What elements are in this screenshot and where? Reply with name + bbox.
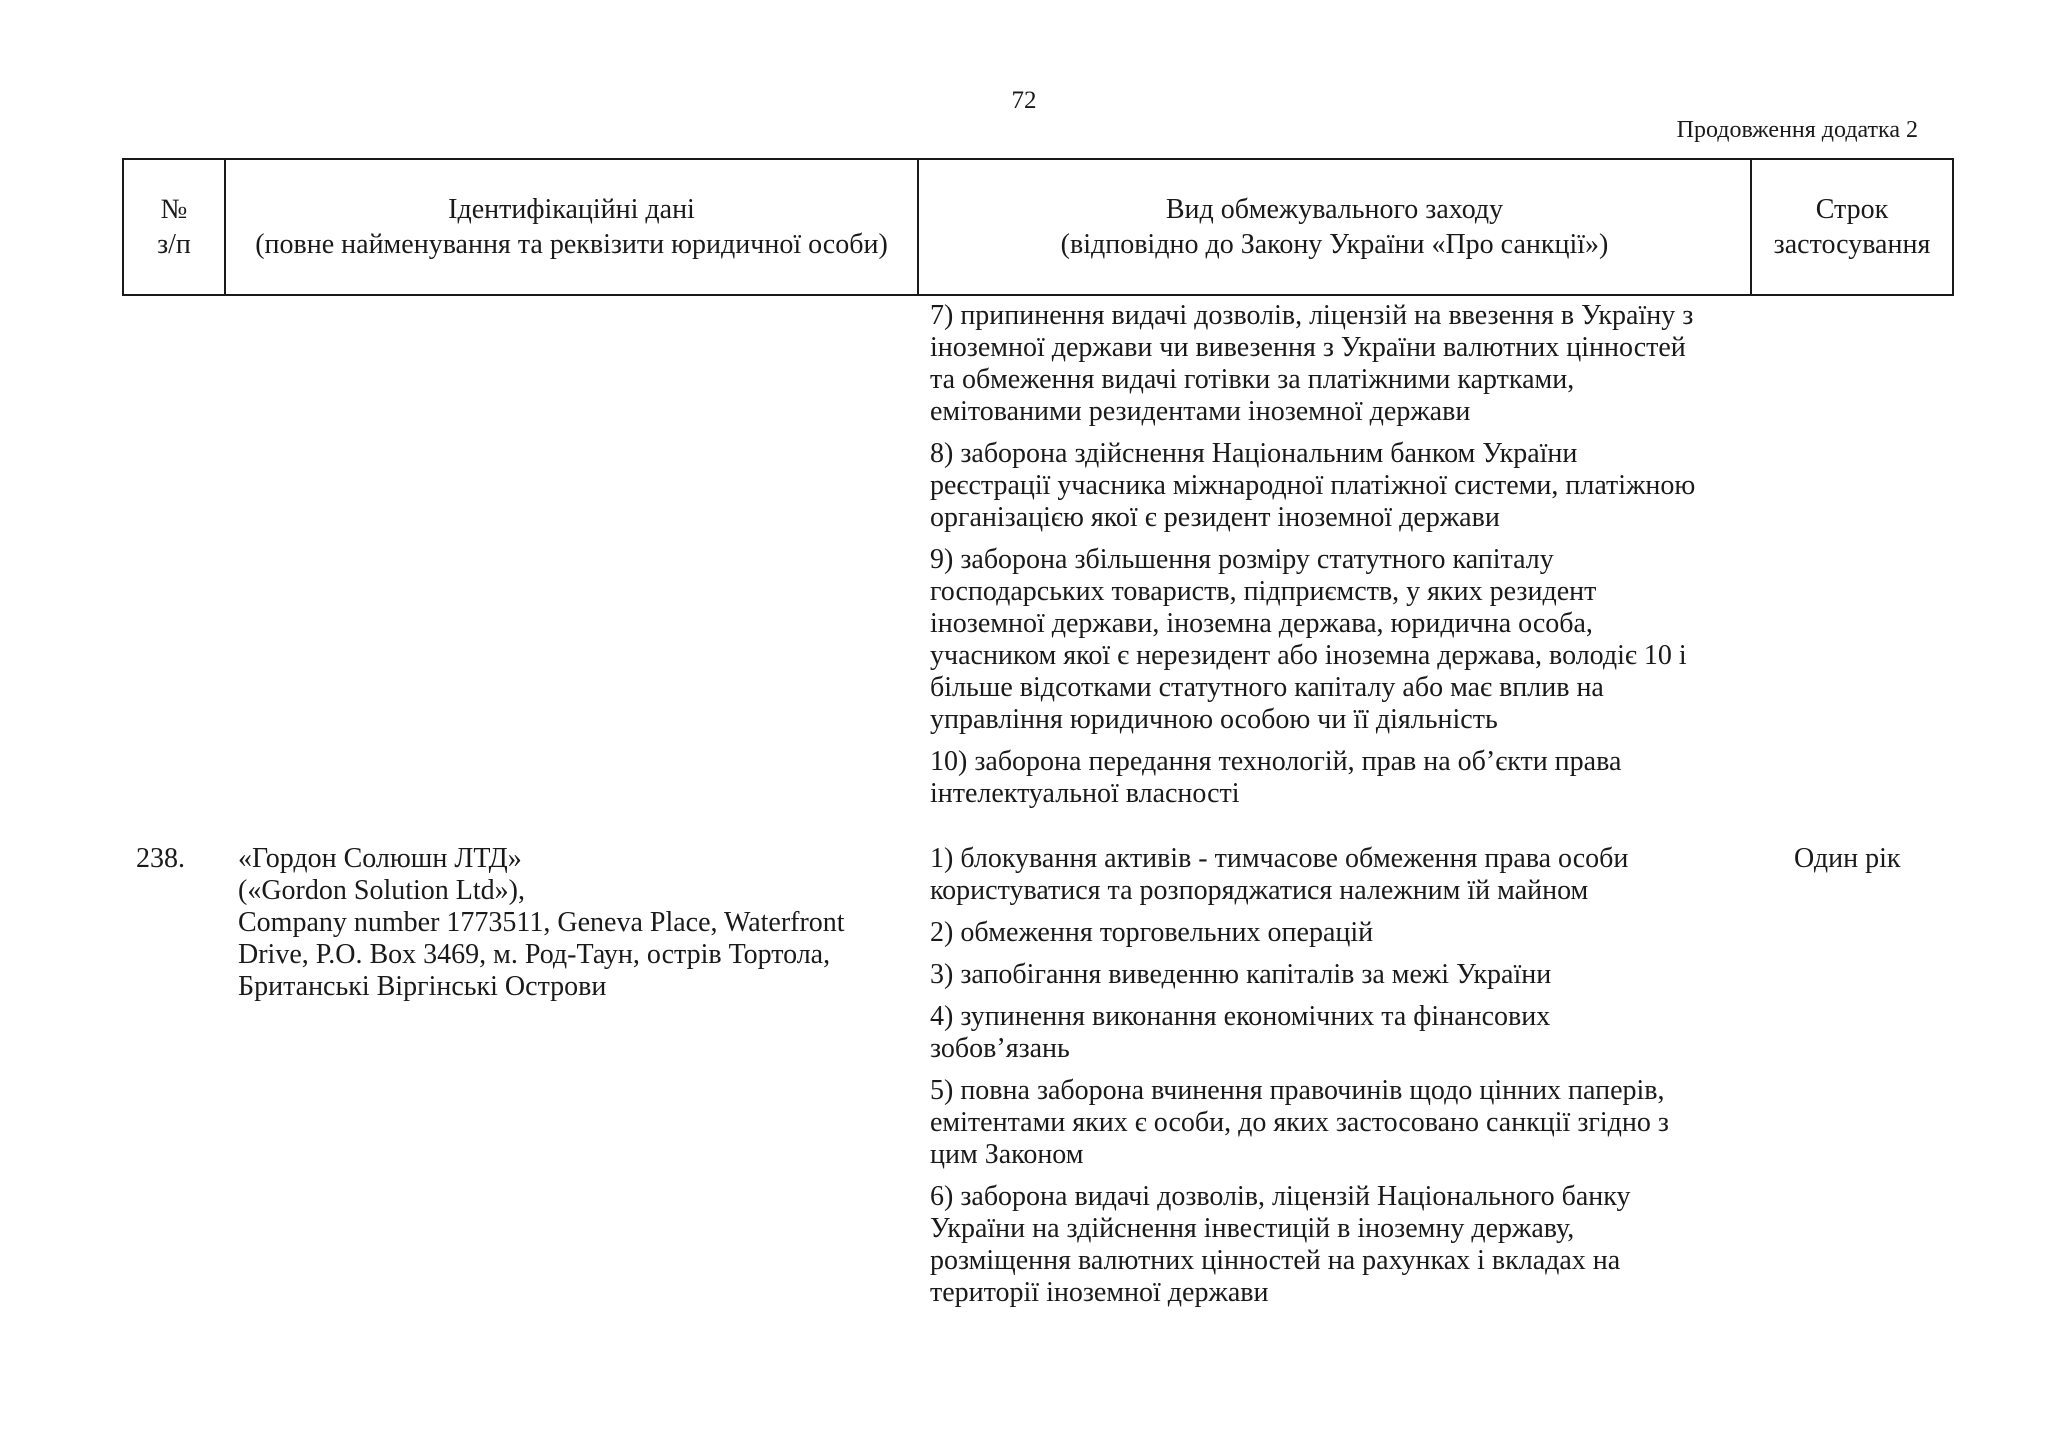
continued-measures-list xyxy=(930,300,1750,820)
entity-identification xyxy=(238,843,918,1003)
header-measure-line: Вид обмежувального заходу xyxy=(1165,194,1504,225)
header-measure-column xyxy=(919,160,1752,294)
header-identification-line: (повне найменування та реквізити юридичної особи) xyxy=(255,229,888,260)
entity-line: Drive, P.O. Box 3469, м. Род-Таун, острів Тортола, xyxy=(238,939,831,970)
measure-item xyxy=(930,300,1750,428)
measure-item xyxy=(930,917,1750,949)
measure-item xyxy=(930,544,1750,736)
measure-line: 1) блокування активів - тимчасове обмеження права особи xyxy=(930,843,1629,874)
header-identification-line: Ідентифікаційні дані xyxy=(448,194,695,225)
header-term-line: застосування xyxy=(1773,229,1931,260)
measure-line: території іноземної держави xyxy=(930,1277,1269,1308)
measure-line: 2) обмеження торговельних операцій xyxy=(930,917,1374,948)
measure-line: користуватися та розпоряджатися належним їй майном xyxy=(930,875,1589,906)
measure-line: господарських товариств, підприємств, у яких резидент xyxy=(930,576,1597,607)
measure-line: управління юридичною особою чи її діяльність xyxy=(930,704,1498,735)
measure-line: інтелектуальної власності xyxy=(930,778,1240,809)
measure-item xyxy=(930,438,1750,534)
entity-line: Британські Віргінські Острови xyxy=(238,971,607,1002)
measure-line: зобов’язань xyxy=(930,1033,1070,1064)
measure-line: іноземної держави, іноземна держава, юридична особа, xyxy=(930,608,1593,639)
entry-measures-list xyxy=(930,843,1750,1319)
entity-line: «Гордон Солюшн ЛТД» xyxy=(238,843,522,874)
table-header xyxy=(122,158,1954,296)
measure-line: організацією якої є резидент іноземної держави xyxy=(930,502,1500,533)
measure-item xyxy=(930,1075,1750,1171)
measure-line: 10) заборона передання технологій, прав на об’єкти права xyxy=(930,746,1622,777)
measure-line: реєстрації учасника міжнародної платіжної системи, платіжною xyxy=(930,470,1696,501)
measure-line: іноземної держави чи вивезення з України валютних цінностей xyxy=(930,332,1686,363)
measure-line: 6) заборона видачі дозволів, ліцензій Національного банку xyxy=(930,1181,1631,1212)
measure-item xyxy=(930,1001,1750,1065)
measure-line: України на здійснення інвестицій в іноземну державу, xyxy=(930,1213,1575,1244)
measure-line: учасником якої є нерезидент або іноземна держава, володіє 10 і xyxy=(930,640,1687,671)
header-term-line: Строк xyxy=(1815,194,1889,225)
page-number: 72 xyxy=(1011,87,1037,114)
measure-line: та обмеження видачі готівки за платіжними картками, xyxy=(930,364,1575,395)
entity-line: Company number 1773511, Geneva Place, Waterfront xyxy=(238,907,845,938)
header-identification-column xyxy=(226,160,919,294)
header-number-line: з/п xyxy=(157,229,191,260)
measure-line: розміщення валютних цінностей на рахунках і вкладах на xyxy=(930,1245,1621,1276)
measure-line: 5) повна заборона вчинення правочинів щодо цінних паперів, xyxy=(930,1075,1665,1106)
header-number-line: № xyxy=(160,194,188,225)
header-measure-line: (відповідно до Закону України «Про санкції») xyxy=(1060,229,1609,260)
measure-line: 9) заборона збільшення розміру статутного капіталу xyxy=(930,544,1554,575)
measure-line: 7) припинення видачі дозволів, ліцензій на ввезення в Україну з xyxy=(930,300,1694,331)
entity-line: («Gordon Solution Ltd»), xyxy=(238,875,525,906)
entry-number: 238. xyxy=(136,843,185,874)
measure-item xyxy=(930,843,1750,907)
measure-line: емітованими резидентами іноземної держави xyxy=(930,396,1471,427)
measure-line: 8) заборона здійснення Національним банком України xyxy=(930,438,1578,469)
measure-item xyxy=(930,746,1750,810)
measure-item xyxy=(930,959,1750,991)
entry-term: Один рік xyxy=(1794,843,1901,874)
measure-line: 3) запобігання виведенню капіталів за межі України xyxy=(930,959,1552,990)
measure-item xyxy=(930,1181,1750,1309)
continuation-note: Продовження додатка 2 xyxy=(1676,117,1918,143)
measure-line: 4) зупинення виконання економічних та фінансових xyxy=(930,1001,1551,1032)
measure-line: цим Законом xyxy=(930,1139,1084,1170)
header-number-column xyxy=(124,160,226,294)
measure-line: емітентами яких є особи, до яких застосовано санкції згідно з xyxy=(930,1107,1669,1138)
measure-line: більше відсотками статутного капіталу або має вплив на xyxy=(930,672,1604,703)
header-term-column xyxy=(1752,160,1952,294)
